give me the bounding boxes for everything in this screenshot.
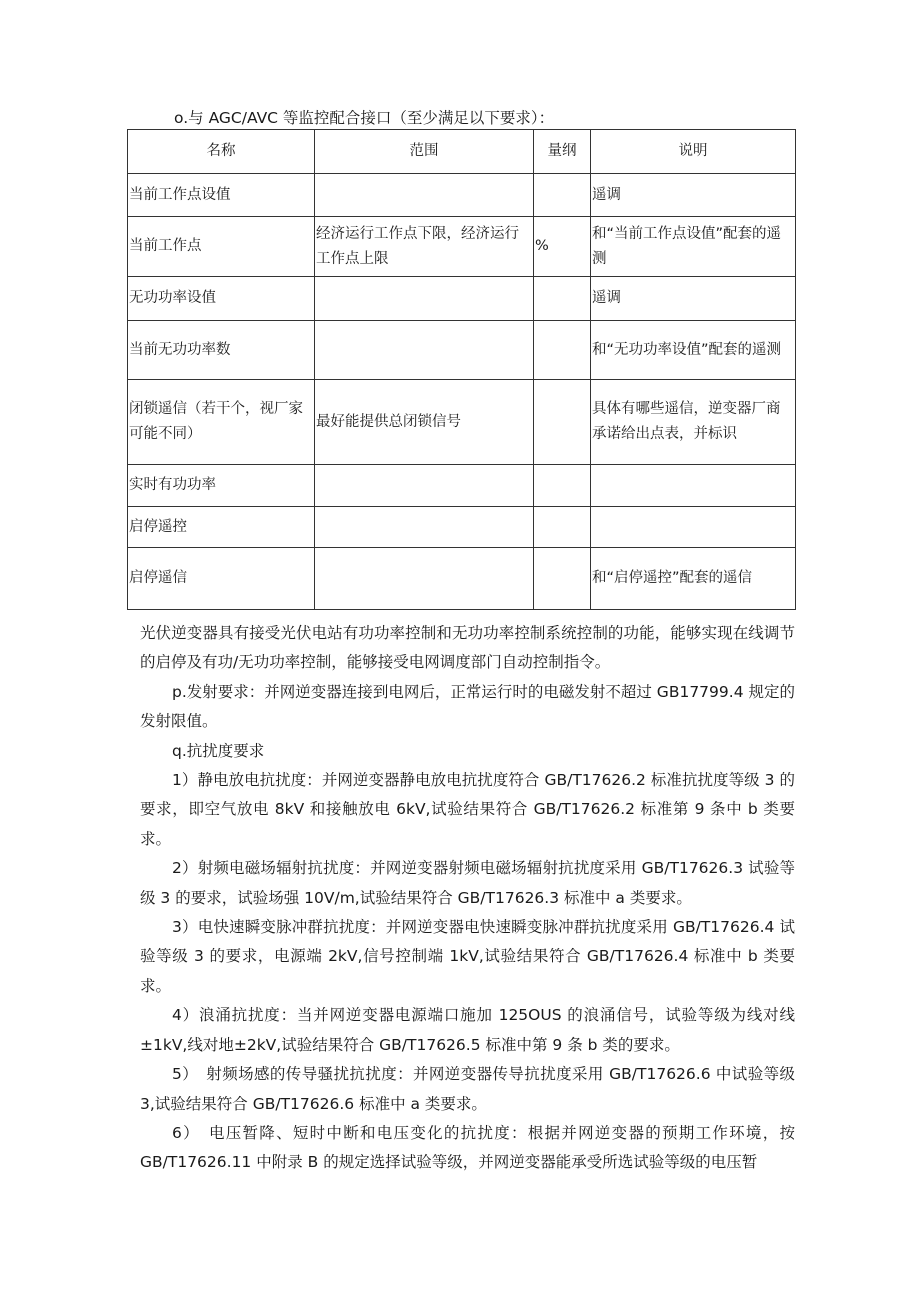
cell-range bbox=[315, 174, 534, 217]
cell-unit bbox=[534, 321, 591, 380]
cell-unit bbox=[534, 380, 591, 465]
cell-name: 无功功率设值 bbox=[128, 277, 315, 321]
cell-range: 最好能提供总闭锁信号 bbox=[315, 380, 534, 465]
table-header-row bbox=[128, 130, 796, 174]
cell-range bbox=[315, 321, 534, 380]
header-name: 名称 bbox=[128, 130, 315, 174]
table-row bbox=[128, 174, 796, 217]
cell-desc: 和“启停遥控”配套的遥信 bbox=[591, 548, 796, 610]
cell-unit bbox=[534, 277, 591, 321]
emission-requirement-paragraph: p.发射要求：并网逆变器连接到电网后，正常运行时的电磁发射不超过 GB17799.4 规定的发射限值。 bbox=[140, 682, 795, 731]
cell-desc: 和“无功功率设值”配套的遥测 bbox=[591, 321, 796, 380]
intro-paragraph: 光伏逆变器具有接受光伏电站有功功率控制和无功功率控制系统控制的功能，能够实现在线调节的启停及有功/无功功率控制，能够接受电网调度部门自动控制指令。 bbox=[140, 624, 795, 672]
cell-desc: 具体有哪些遥信，逆变器厂商承诺给出点表，并标识 bbox=[591, 380, 796, 465]
cell-range bbox=[315, 507, 534, 548]
header-range: 范围 bbox=[315, 130, 534, 174]
cell-range bbox=[315, 277, 534, 321]
cell-unit: % bbox=[534, 217, 591, 277]
rf-radiated-immunity-paragraph: 2）射频电磁场辐射抗扰度：并网逆变器射频电磁场辐射抗扰度采用 GB/T17626.3 试验等级 3 的要求，试验场强 10V∕m,试验结果符合 GB/T17626.3 标准中 a 类要求。 bbox=[140, 859, 795, 907]
table-row bbox=[128, 465, 796, 507]
table-row bbox=[128, 507, 796, 548]
cell-name: 当前工作点 bbox=[128, 217, 315, 277]
voltage-dip-immunity-paragraph: 6） 电压暂降、短时中断和电压变化的抗扰度：根据并网逆变器的预期工作环境，按 GB/T17626.11 中附录 B 的规定选择试验等级，并网逆变器能承受所选试验等级的电压暂 bbox=[140, 1123, 795, 1172]
header-unit: 量纲 bbox=[534, 130, 591, 174]
surge-immunity-paragraph: 4）浪涌抗扰度：当并网逆变器电源端口施加 125OUS 的浪涌信号，试验等级为线对线±1kV,线对地±2kV,试验结果符合 GB/T17626.5 标准中第 9 条 b 类的要求。 bbox=[140, 1006, 795, 1054]
cell-range bbox=[315, 465, 534, 507]
cell-desc bbox=[591, 465, 796, 507]
agc-avc-interface-table bbox=[127, 129, 796, 610]
table-row bbox=[128, 217, 796, 277]
cell-unit bbox=[534, 548, 591, 610]
cell-desc: 遥调 bbox=[591, 277, 796, 321]
table-row bbox=[128, 277, 796, 321]
cell-name: 闭锁遥信（若干个，视厂家可能不同） bbox=[128, 380, 315, 465]
document-body bbox=[140, 619, 795, 1178]
table-row bbox=[128, 321, 796, 380]
cell-range bbox=[315, 548, 534, 610]
cell-name: 启停遥信 bbox=[128, 548, 315, 610]
header-desc: 说明 bbox=[591, 130, 796, 174]
table-caption: o.与 AGC/AVC 等监控配合接口（至少满足以下要求）： bbox=[174, 109, 555, 127]
cell-range: 经济运行工作点下限，经济运行工作点上限 bbox=[315, 217, 534, 277]
cell-unit bbox=[534, 507, 591, 548]
cell-desc: 和“当前工作点设值”配套的遥测 bbox=[591, 217, 796, 277]
cell-name: 当前无功功率数 bbox=[128, 321, 315, 380]
immunity-heading: q.抗扰度要求 bbox=[172, 741, 265, 760]
eft-burst-immunity-paragraph: 3）电快速瞬变脉冲群抗扰度：并网逆变器电快速瞬变脉冲群抗扰度采用 GB/T17626.4 试验等级 3 的要求，电源端 2kV,信号控制端 1kV,试验结果符合 GB/T17626.4 标准中 b 类要求。 bbox=[140, 918, 795, 995]
esd-immunity-paragraph: 1）静电放电抗扰度：并网逆变器静电放电抗扰度符合 GB/T17626.2 标准抗扰度等级 3 的要求，即空气放电 8kV 和接触放电 6kV,试验结果符合 GB/T17626.2 标准第 9 条中 b 类要求。 bbox=[140, 771, 795, 848]
cell-unit bbox=[534, 465, 591, 507]
cell-name: 启停遥控 bbox=[128, 507, 315, 548]
cell-name: 当前工作点设值 bbox=[128, 174, 315, 217]
table-row bbox=[128, 380, 796, 465]
cell-unit bbox=[534, 174, 591, 217]
cell-desc bbox=[591, 507, 796, 548]
table-row bbox=[128, 548, 796, 610]
cell-name: 实时有功功率 bbox=[128, 465, 315, 507]
conducted-rf-immunity-paragraph: 5） 射频场感的传导骚扰抗扰度：并网逆变器传导抗扰度采用 GB/T17626.6 中试验等级 3,试验结果符合 GB/T17626.6 标准中 a 类要求。 bbox=[140, 1065, 795, 1113]
cell-desc: 遥调 bbox=[591, 174, 796, 217]
